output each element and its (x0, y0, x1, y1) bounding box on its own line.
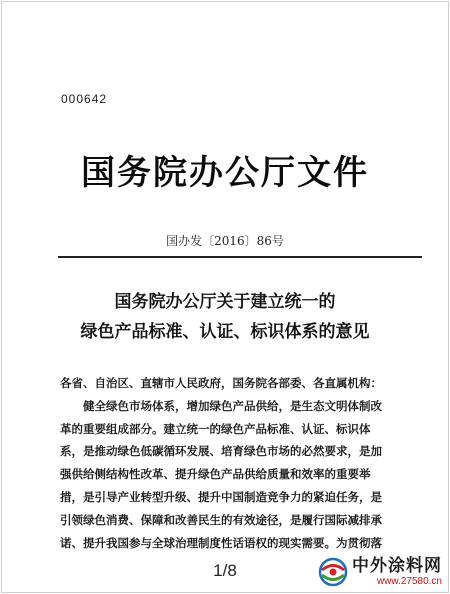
document-number: 000642 (61, 92, 108, 106)
globe-logo-icon (318, 557, 348, 587)
watermark-site-name: 中外涂料网 (352, 556, 442, 576)
watermark-url: www.27580.cn (376, 576, 442, 587)
body-line: 诺、提升我国参与全球治理制度性话语权的现实需要。为贯彻落 (60, 535, 382, 550)
issue-number: 国办发〔2016〕86号 (166, 234, 284, 248)
document-title-line-1: 国务院办公厅关于建立统一的 (114, 292, 336, 312)
body-line: 引领绿色消费、保障和改善民生的有效途径，是履行国际减排承 (60, 512, 382, 527)
body-line: 强供给侧结构性改革、提升绿色产品供给质量和效率的重要举 (60, 467, 371, 482)
body-line: 革的重要组成部分。建立统一的绿色产品标准、认证、标识体 (60, 421, 371, 436)
body-line: 措，是引导产业转型升级、提升中国制造竞争力的紧迫任务，是 (60, 489, 382, 504)
document-title-line-2: 绿色产品标准、认证、标识体系的意见 (80, 322, 370, 342)
document-body (60, 372, 412, 554)
header-divider (58, 256, 422, 258)
site-watermark (318, 556, 442, 588)
body-line: 健全绿色市场体系，增加绿色产品供给，是生态文明体制改 (60, 398, 382, 413)
body-line: 系，是推动绿色低碳循环发展、培育绿色市场的必然要求，是加 (60, 444, 382, 459)
page-indicator: 1/8 (213, 561, 237, 580)
document-header: 国务院办公厅文件 (81, 153, 369, 193)
body-line: 各省、自治区、直辖市人民政府，国务院各部委、各直属机构： (60, 376, 382, 390)
